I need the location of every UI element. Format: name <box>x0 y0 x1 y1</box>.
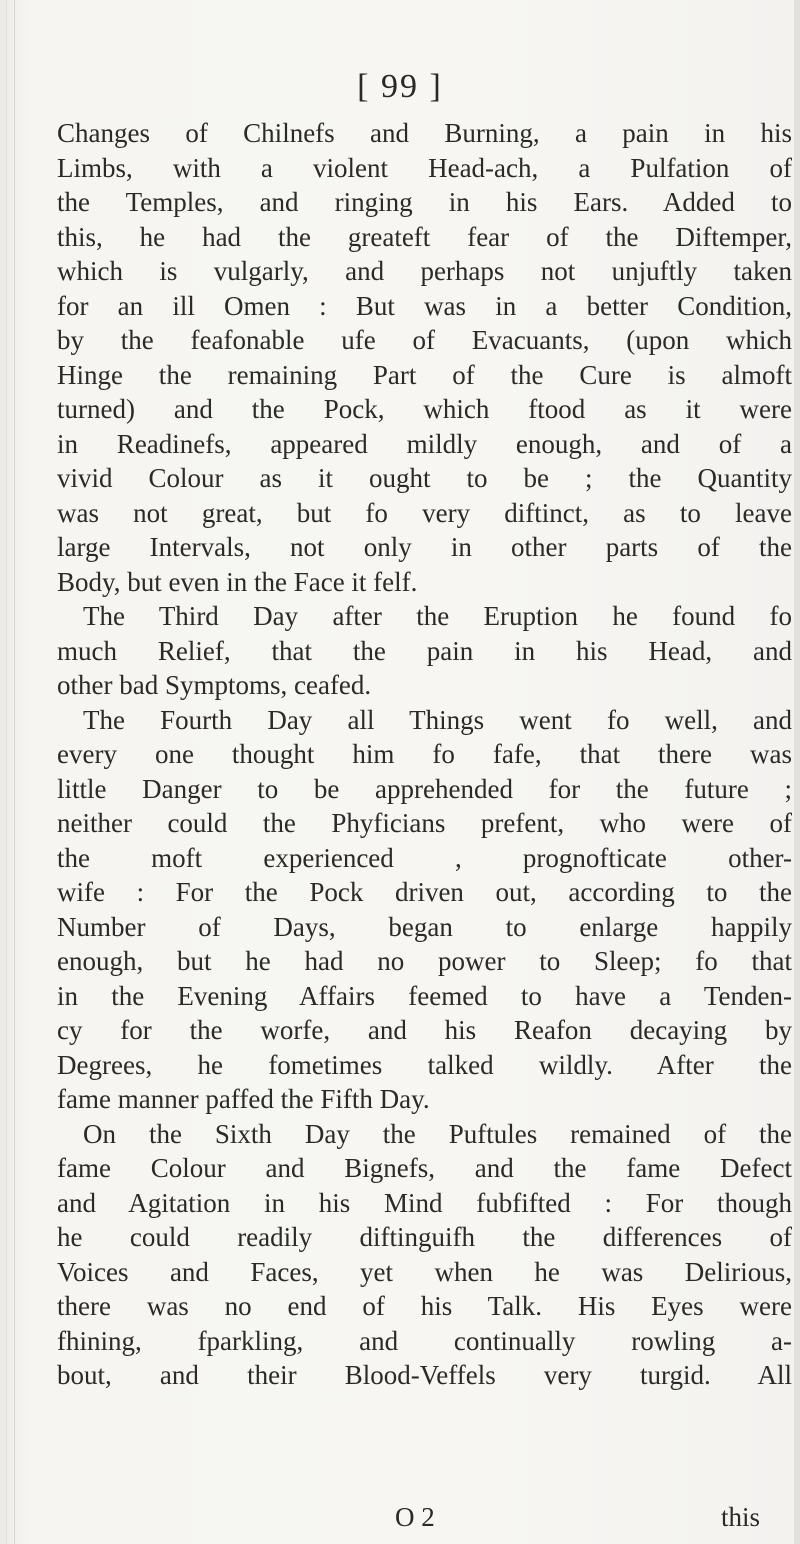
catchword: this <box>720 1502 760 1532</box>
text-line: in the Evening Affairs feemed to have a Tenden- <box>57 980 792 1011</box>
text-line: enough, but he had no power to Sleep; fo that <box>57 946 792 976</box>
text-line: the Temples, and ringing in his Ears. Added to <box>57 187 792 217</box>
text-line: turned) and the Pock, which ftood as it were <box>57 394 792 424</box>
text-line: vivid Colour as it ought to be ; the Quantity <box>57 463 792 493</box>
text-line: little Danger to be apprehended for the future ; <box>57 773 792 804</box>
page-right-edge <box>794 0 800 1544</box>
text-line: The Fourth Day all Things went fo well, and <box>83 704 792 735</box>
text-line: cy for the worfe, and his Reafon decaying by <box>57 1015 792 1045</box>
text-line: large Intervals, not only in other parts of the <box>57 532 792 562</box>
text-line: neither could the Phyficians prefent, who were of <box>57 808 792 838</box>
text-line: this, he had the greateft fear of the Diftemper, <box>57 221 792 252</box>
text-line: much Relief, that the pain in his Head, and <box>57 635 792 666</box>
signature-mark: O 2 <box>395 1502 435 1532</box>
text-line: The Third Day after the Eruption he found fo <box>83 601 792 631</box>
text-line: fhining, fparkling, and continually rowling a- <box>57 1325 792 1356</box>
text-line: other bad Symptoms, ceafed. <box>57 670 372 700</box>
text-line: and Agitation in his Mind fubfifted : For though <box>57 1187 792 1218</box>
text-line: Changes of Chilnefs and Burning, a pain in his <box>57 118 792 148</box>
text-line: On the Sixth Day the Puftules remained of the <box>83 1118 792 1149</box>
text-line: in Readinefs, appeared mildly enough, and of a <box>57 428 792 459</box>
text-line: Number of Days, began to enlarge happily <box>57 911 792 942</box>
text-line: fame Colour and Bignefs, and the fame Defect <box>57 1153 792 1183</box>
text-line: was not great, but fo very diftinct, as to leave <box>57 497 792 528</box>
text-line: Body, but even in the Face it felf. <box>57 566 418 597</box>
gutter-line <box>14 0 15 1544</box>
text-line: Hinge the remaining Part of the Cure is almoft <box>57 359 792 390</box>
text-line: which is vulgarly, and perhaps not unjuftly taken <box>57 256 792 286</box>
page-edge <box>6 0 7 1544</box>
text-line: he could readily diftinguifh the differences of <box>57 1222 792 1252</box>
text-line: the moft experienced , prognofticate other- <box>57 842 792 873</box>
body-text <box>57 116 792 1393</box>
text-line: there was no end of his Talk. His Eyes were <box>57 1291 792 1321</box>
text-line: wife : For the Pock driven out, according to the <box>57 877 792 907</box>
page-number: [ 99 ] <box>357 68 443 105</box>
text-line: fame manner paffed the Fifth Day. <box>57 1084 430 1114</box>
text-line: bout, and their Blood-Veffels very turgid. All <box>57 1360 792 1390</box>
text-line: Limbs, with a violent Head-ach, a Pulfation of <box>57 152 792 183</box>
text-line: Voices and Faces, yet when he was Delirious, <box>57 1256 792 1287</box>
text-line: for an ill Omen : But was in a better Condition, <box>57 290 792 321</box>
text-line: by the feafonable ufe of Evacuants, (upon which <box>57 325 792 355</box>
text-line: Degrees, he fometimes talked wildly. After the <box>57 1049 792 1080</box>
text-line: every one thought him fo fafe, that there was <box>57 739 792 769</box>
